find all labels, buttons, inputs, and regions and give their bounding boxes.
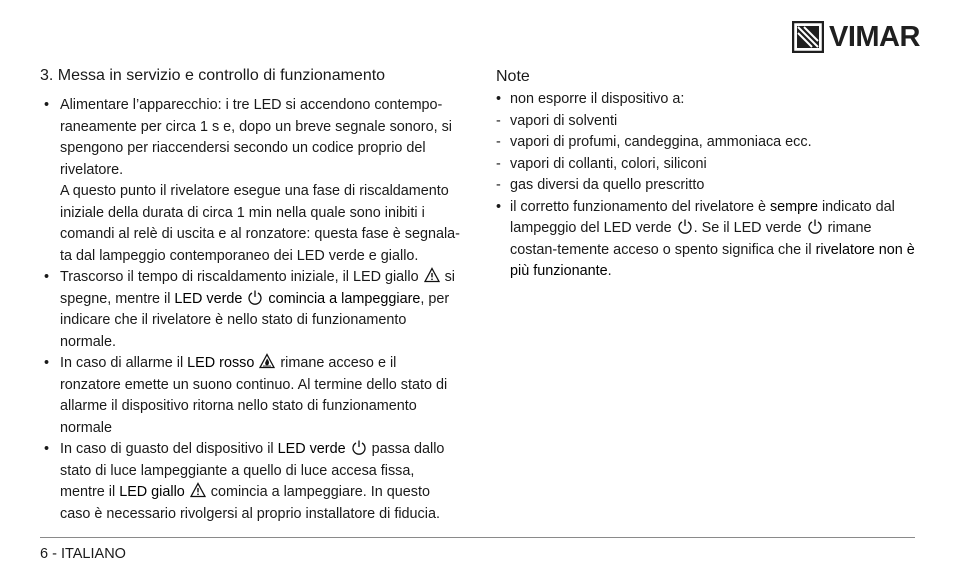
note-item-exposure: • non esporre il dispositivo a: (496, 89, 916, 111)
vimar-logo-mark-icon (792, 21, 824, 53)
note-dash-item: - vapori di solventi (496, 111, 916, 133)
warmup-end-post: , per indicare che il rivelatore è nello stato di funzionamento normale. (60, 290, 450, 350)
fault-pre: In caso di guasto del dispositivo il (60, 441, 274, 457)
list-item-power-on (40, 95, 460, 181)
vimar-logo (792, 21, 920, 53)
note-op-mid: indicato dal lampeggio del LED verde (510, 198, 895, 236)
comincia-label: comincia a lampeggiare (268, 290, 421, 307)
list-item-warmup-end (40, 267, 460, 353)
note-strong: rivelatore non è più funzionante (510, 241, 915, 279)
power-on-text: Alimentare l’apparecchio: i tre LED si accendono contempo-raneamente per circa 1 s e, dopo un breve segnale sonoro, si spengono per riaccendersi secondo un codice proprio del rivelatore. (60, 97, 452, 178)
led-verde-label: LED verde (174, 290, 243, 307)
page-label: 6 - ITALIANO (40, 546, 126, 562)
note-section (496, 66, 916, 283)
footer-divider (40, 537, 915, 538)
main-content (40, 64, 460, 525)
section-title: 3. Messa in servizio e controllo di funzionamento (40, 67, 386, 84)
fault-post: comincia a lampeggiare. In questo caso è necessario rivolgersi al proprio installatore di fiducia. (60, 484, 440, 522)
note-op-pre: il corretto funzionamento del rivelatore è (510, 198, 766, 215)
warmup-paragraph: A questo punto il rivelatore esegue una fase di riscaldamento iniziale della durata di circa 1 min nella quale sono inibiti i comandi al relè di uscita e al ronzatore: questa fase è segnala-ta dal lampeggio contemporaneo dei LED verde e giallo. (60, 183, 460, 264)
fault-mid: passa dallo stato di luce lampeggiante a quello di luce accesa fissa, mentre il (60, 441, 445, 500)
power-icon (247, 289, 263, 305)
note-op-mid2: . Se il LED verde (693, 220, 802, 236)
note-dash-item: - vapori di collanti, colori, siliconi (496, 154, 916, 176)
list-item-fault (40, 439, 460, 525)
power-icon (677, 218, 693, 234)
led-giallo-label: LED giallo (119, 484, 185, 500)
warmup-end-text: Trascorso il tempo di riscaldamento iniziale, il LED giallo (60, 269, 419, 285)
note-op-mid3: rimane costan-temente acceso o spento significa che il (510, 220, 872, 258)
note-op-end: . (607, 263, 612, 279)
led-verde-label-fault: LED verde (277, 441, 346, 457)
list-item-alarm (40, 353, 460, 439)
fire-alarm-icon (259, 353, 275, 369)
vimar-logo-text: VIMAR (829, 21, 920, 53)
note-sempre: sempre (769, 198, 818, 215)
alarm-post: rimane acceso e il ronzatore emette un suono continuo. Al termine dello stato di allarme il dispositivo ritorna nello stato di funzionamento normale (60, 355, 448, 436)
note-title: Note (496, 68, 530, 85)
warmup-end-mid: si spegne, mentre il (60, 269, 455, 307)
power-icon (807, 218, 823, 234)
warning-triangle-icon (190, 482, 206, 498)
note-dash-item: - vapori di profumi, candeggina, ammoniaca ecc. (496, 132, 916, 154)
note-dash-item: - gas diversi da quello prescritto (496, 175, 916, 197)
warning-triangle-icon (424, 267, 440, 283)
power-icon (351, 439, 367, 455)
note-item-operation (496, 197, 916, 283)
alarm-pre: In caso di allarme il (60, 355, 184, 371)
led-rosso-label: LED rosso (187, 355, 255, 371)
